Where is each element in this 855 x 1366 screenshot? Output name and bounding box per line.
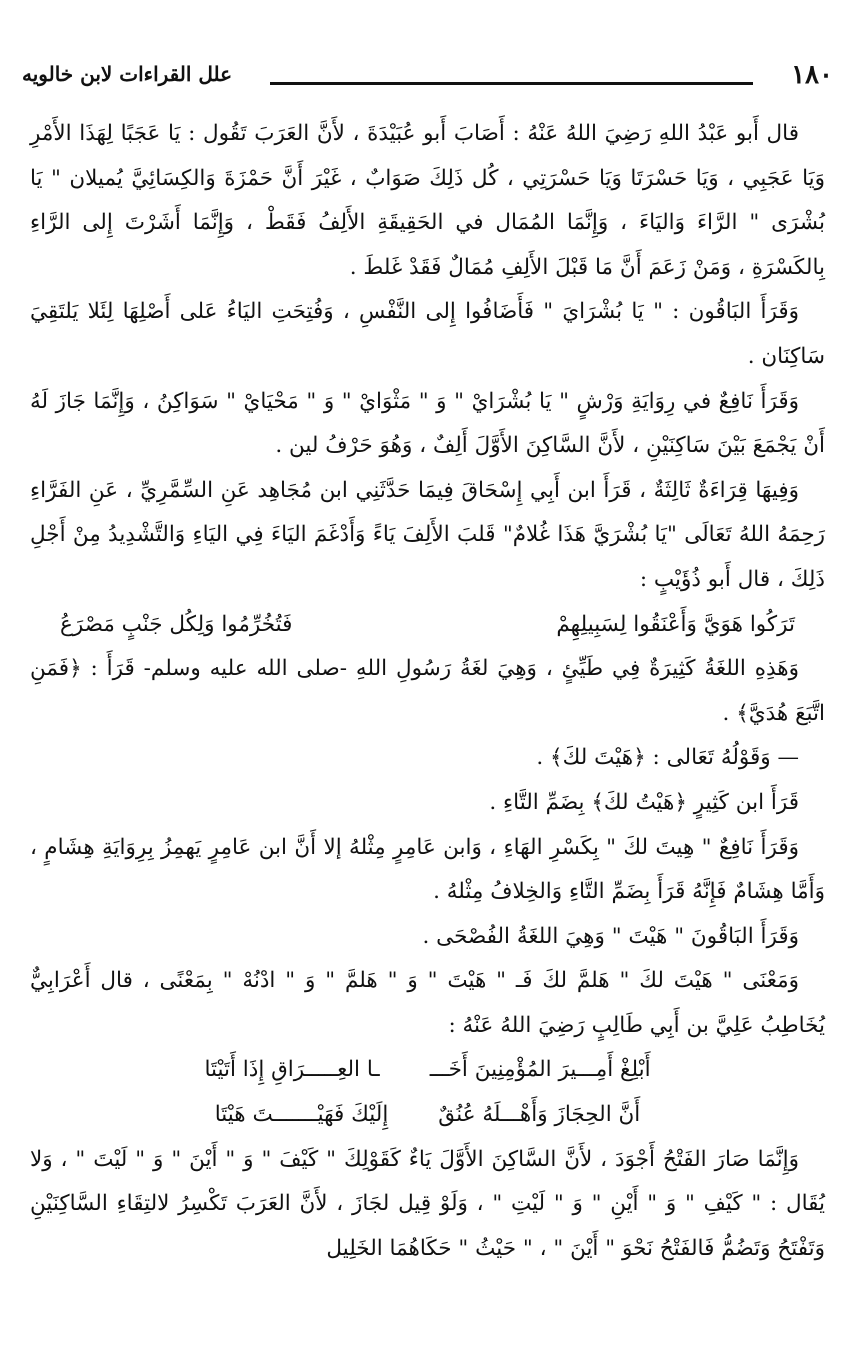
paragraph-11: وَإِنَّمَا صَارَ الفَتْحُ أَجْوَدَ ، لأَنَّ السَّاكِنَ الأَوَّلَ يَاءٌ كَقَوْلِكَ " كَيْفَ " وَ " أَيْنَ " وَ " لَيْتَ " ، وَلا يُقَال : " كَيْفِ " وَ " أَيْنِ " وَ " لَيْتِ " ، وَلَوْ قِيل لجَازَ ، لأَنَّ العَرَبَ تَكْسِرُ لالتِقَاءِ السَّاكِنَيْنِ وَتَفْتَحُ وَتَضُمُّ فَالفَتْحُ نَحْوَ " أَيْنَ " ، " حَيْثُ " حَكَاهُمَا الخَلِيل — [30, 1146, 825, 1261]
paragraph-7: قَرَأَ ابن كَثِيرٍ ﴿هَيْتُ لكَ﴾ بِضَمِّ التَّاءِ . — [489, 789, 799, 815]
verse-3-second-hemistich: إِلَيْكَ فَهَيْـــــــتَ هَيْتَا — [214, 1102, 389, 1128]
running-title: علل القراءات لابن خالويه — [22, 62, 233, 86]
verse-3 — [60, 1093, 795, 1138]
paragraph-3: وَقَرَأَ نَافِعٌ في رِوَايَةِ وَرْشٍ " يَا بُشْرَايْ " وَ " مَثْوَايْ " وَ " مَحْيَايْ " سَوَاكِنُ ، وَإِنَّمَا جَازَ لَهُ أَنْ يَجْمَعَ بَيْنَ سَاكِنَيْنِ ، لأَنَّ السَّاكِنَ الأَوَّلَ أَلِفٌ ، وَهُوَ حَرْفُ لين . — [30, 388, 825, 459]
verse-1-second-hemistich: فَتُخُرِّمُوا وَلِكُل جَنْبٍ مَصْرَعُ — [60, 611, 293, 637]
verse-2-second-hemistich: ـا العِـــــرَاقِ إِذَا أَتَيْتَا — [204, 1057, 380, 1083]
body-text — [30, 112, 825, 1271]
verse-1-first-hemistich: تَرَكُوا هَوَيَّ وَأَعْنَقُوا لِسَبِيلِهِمْ — [556, 611, 795, 637]
paragraph-5: وَهَذِهِ اللغَةُ كَثِيرَةٌ فِي طَيِّئٍ ، وَهِيَ لغَةُ رَسُولِ اللهِ -صلى الله عليه وسلم- قَرَأَ : ﴿فَمَنِ اتَّبَعَ هُدَيَّ﴾ . — [30, 656, 825, 726]
paragraph-6: — وَقَوْلُهُ تَعَالى : ﴿هَيْتَ لكَ﴾ . — [536, 745, 799, 771]
paragraph-9: وَقَرَأَ البَاقُونَ " هَيْتَ " وَهِيَ اللغَةُ الفُصْحَى . — [422, 923, 799, 949]
verse-1 — [60, 603, 795, 648]
page-number: ١٨٠ — [791, 60, 833, 90]
paragraph-8: وَقَرَأَ نَافِعٌ " هِيتَ لكَ " بِكَسْرِ الهَاءِ ، وَابن عَامِرٍ مِثْلهُ إلا أَنَّ ابن عَامِرٍ يَهمِزُ بِرِوَايَةِ هِشَامٍ ، وَأَمَّا هِشَامٌ فَإِنَّهُ قَرَأَ بِضَمِّ التَّاءِ وَالخِلافُ مِثْلهُ . — [30, 834, 825, 905]
paragraph-4: وَفِيهَا قِرَاءَةٌ ثَالِثَةٌ ، قَرَأَ ابن أَبِي إِسْحَاقَ فِيمَا حَدَّثَنِي ابن مُجَاهِد عَنِ السِّمَّرِيِّ ، عَنِ الفَرَّاءِ رَحِمَهُ اللهُ تَعَالَى "يَا بُشْرَيَّ هَذَا غُلامٌ" قَلبَ الأَلِفَ يَاءً وَأَدْغَمَ اليَاءَ فِي اليَاءِ وَالتَّشْدِيدُ مِنْ أَجْلِ ذَلِكَ ، قال أَبو ذُؤَيْبٍ : — [30, 477, 825, 592]
verse-2 — [60, 1048, 795, 1093]
verse-3-first-hemistich: أَنَّ الحِجَازَ وَأَهْـــلَهُ عُنُقٌ — [438, 1102, 641, 1128]
paragraph-10: وَمَعْنَى " هَيْتَ لكَ " هَلمَّ لكَ فَـ " هَيْتَ " وَ " هَلمَّ " وَ " ادْنُهْ " بِمَعْنًى ، قال أَعْرَابِيٌّ يُخَاطِبُ عَلِيَّ بن أَبِي طَالِبٍ رَضِيَ اللهُ عَنْهُ : — [30, 968, 825, 1038]
page-header — [22, 60, 833, 96]
verse-2-first-hemistich: أَبْلِغْ أَمِـــيرَ المُؤْمِنِينَ أَخَـــ — [429, 1057, 651, 1083]
paragraph-1: قال أَبو عَبْدُ اللهِ رَضِيَ اللهُ عَنْهُ : أَصَابَ أَبو عُبَيْدَةَ ، لأَنَّ العَرَبَ تَقُول : يَا عَجَبًا لِهَذَا الأَمْرِ وَيَا عَجَبِي ، وَيَا حَسْرَتَا وَيَا حَسْرَتِي ، كُل ذَلِكَ صَوَابٌ ، غَيْرَ أَنَّ حَمْزَةَ وَالكِسَائِيَّ يُميلان " يَا بُشْرَى " الرَّاءَ وَاليَاءَ ، وَإِنَّمَا المُمَال في الحَقِيقَةِ الأَلِفُ فَقَطْ ، وَإِنَّمَا أَشَرْتَ إِلى الرَّاءِ بِالكَسْرَةِ ، وَمَنْ زَعَمَ أَنَّ مَا قَبْلَ الأَلِفِ مُمَالٌ فَقَدْ غَلطَ . — [30, 121, 825, 280]
paragraph-2: وَقَرَأَ البَاقُون : " يَا بُشْرَايَ " فَأَضَافُوا إِلى النَّفْسِ ، وَفُتِحَتِ اليَاءُ عَلى أَصْلِهَا لِئَلا يَلتَقِيَ سَاكِنَان . — [30, 299, 825, 369]
header-rule — [270, 82, 753, 85]
